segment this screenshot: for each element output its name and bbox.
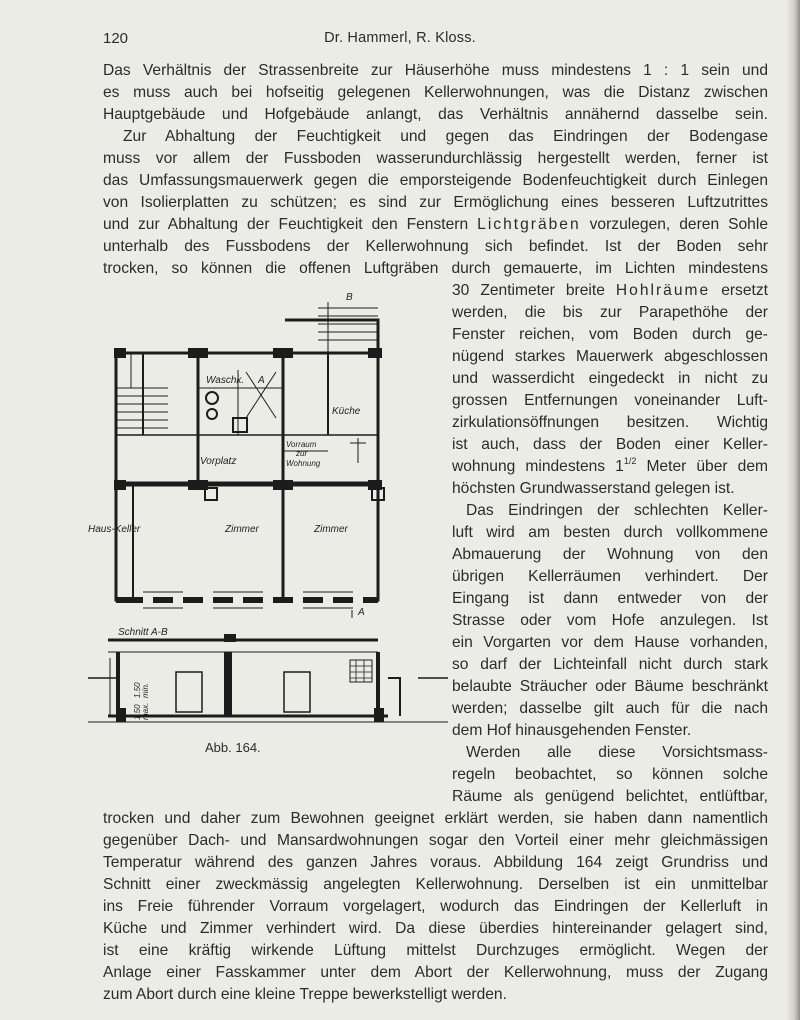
text-line [103,214,768,236]
label-dim-3: 1.50 [133,704,142,720]
text-line: ist eine kräftig wirkende Lüftung mittelst Durchzuges ermöglicht. Wegen der [103,942,768,959]
text-line: belaubte Sträucher oder Bäume beschränkt [452,678,768,695]
text-line: trocken, so können die offenen Luftgräben durch gemauerte, im Lichten mindestens [103,260,768,277]
text-line: es muss auch bei hofseitig gelegenen Kellerwohnungen, was die Distanz zwischen [103,84,768,101]
emphasis-lichtgraeben: Lichtgräben [477,216,581,233]
label-vorraum-2: zur [296,449,308,458]
text-line: Fenster reichen, vom Boden durch ge- [452,326,768,343]
label-vorplatz: Vorplatz [200,456,237,467]
page-header [0,30,800,52]
figure-floor-plan [88,288,448,734]
text-span: und zur Abhaltung der Feuchtigkeit den Fenstern [103,216,478,233]
text-line: werden; dasselbe gilt auch für die nach [452,700,768,717]
text-line: ein Vorgarten vor dem Hause vorhanden, [452,634,768,651]
label-vorraum-1: Vorraum [286,440,317,449]
text-span: 30 Zentimeter breite [452,282,616,299]
text-line: nügend starkes Mauerwerk abgeschlossen [452,348,768,365]
text-span: Meter über dem [636,458,768,475]
text-line: Werden alle diese Vorsichtsmass- [466,744,768,761]
text-span: wohnung mindestens 1 [452,458,624,475]
text-line: Zur Abhaltung der Feuchtigkeit und gegen das Eindringen der Bodengase [123,128,768,145]
label-schnitt-a-b: Schnitt A-B [118,627,168,638]
text-line: Anlage einer Fasskammer unter dem Abort der Kellerwohnung, muss der Zugang [103,964,768,981]
label-b-top: B [346,292,353,303]
text-line: Abmauerung der Wohnung von den [452,546,768,563]
label-dim-1: 1.50 [133,682,142,698]
page-number: 120 [103,30,129,47]
text-line: Eingang ist dann entweder von der [452,590,768,607]
text-line [452,280,768,302]
text-line: so darf der Lichteinfall nicht durch stark [452,656,768,673]
text-line: muss vor allem der Fussboden wasserundurchlässig hergestellt werden, ferner ist [103,150,768,167]
text-line: höchsten Grundwasserstand gelegen ist. [452,480,735,497]
text-span: ersetzt [710,282,768,299]
fraction-half: 1/2 [623,456,637,466]
text-line: ins Freie führender Vorraum vorgelagert, wodurch das Eindringen der Kellerluft in [103,898,768,915]
figure-caption: Abb. 164. [205,740,261,755]
text-line: grossen Entfernungen voneinander Luft- [452,392,768,409]
page-edge-shadow [786,0,800,1020]
text-line: regeln beobachtet, so können solche [452,766,768,783]
text-line: von Isolierplatten zu schützen; es sind zur Ermöglichung eines besseren Luftzutrittes [103,194,768,211]
label-vorraum-3: Wohnung [286,459,321,468]
text-line: Küche und Zimmer verhindert wird. Da diese überdies hintereinander gelagert sind, [103,920,768,937]
text-line: gegenüber Dach- und Mansardwohnungen sogar den Vorteil einer mehr gleichmässigen [103,832,768,849]
text-line: Räume als genügend belichtet, entlüftbar, [452,788,768,805]
text-line: Schnitt einer zweckmässig angelegten Kellerwohnung. Derselben ist ein unmittelbar [103,876,768,893]
text-line: luft wird am besten durch vollkommene [452,524,768,541]
text-line: trocken und daher zum Bewohnen geeignet erklärt werden, sie haben dann namentlich [103,810,768,827]
text-line [452,456,768,478]
label-zimmer-1: Zimmer [225,524,259,535]
text-line: zum Abort durch eine kleine Treppe bewerkstelligt werden. [103,986,507,1003]
label-haus-keller: Haus-Keller [88,524,141,535]
label-waschkueche: Waschk. [206,375,245,386]
text-line: zirkulationsöffnungen besitzen. Wichtig [452,414,768,431]
text-line: Temperatur während des ganzen Jahres voraus. Abbildung 164 zeigt Grundriss und [103,854,768,871]
text-line: unterhalb des Fussbodens der Kellerwohnung sich befindet. Ist der Boden sehr [103,238,768,255]
label-a-mark: A [358,607,365,618]
text-line: werden, die bis zur Parapethöhe der [452,304,768,321]
label-dim-4: max. [141,702,150,720]
text-line: Das Verhältnis der Strassenbreite zur Häuserhöhe muss mindestens 1 : 1 sein und [103,62,768,79]
running-head: Dr. Hammerl, R. Kloss. [324,30,476,46]
text-line: Das Eindringen der schlechten Keller- [466,502,768,519]
text-line: dem Hof hinausgehenden Fenster. [452,722,692,739]
text-line: Hauptgebäude und Hofgebäude anlangt, das Verhältnis annähernd dasselbe sein. [103,106,768,123]
text-line: Strasse oder vom Hofe anzulegen. Ist [452,612,768,629]
text-line: ist auch, dass der Boden einer Keller- [452,436,768,453]
text-span: vorzulegen, deren Sohle [580,216,768,233]
text-line: das Umfassungsmauerwerk gegen die emporsteigende Bodenfeuchtigkeit durch Einlegen [103,172,768,189]
text-line: übrigen Kellerräumen verhindert. Der [452,568,768,585]
text-line: und wasserdicht eingedeckt in nicht zu [452,370,768,387]
label-abort: A [258,375,265,386]
floor-plan-drawing [88,288,448,734]
label-kueche: Küche [332,406,361,417]
emphasis-hohlraeume: Hohlräume [615,282,711,299]
label-zimmer-2: Zimmer [314,524,348,535]
label-dim-2: min. [141,682,150,698]
